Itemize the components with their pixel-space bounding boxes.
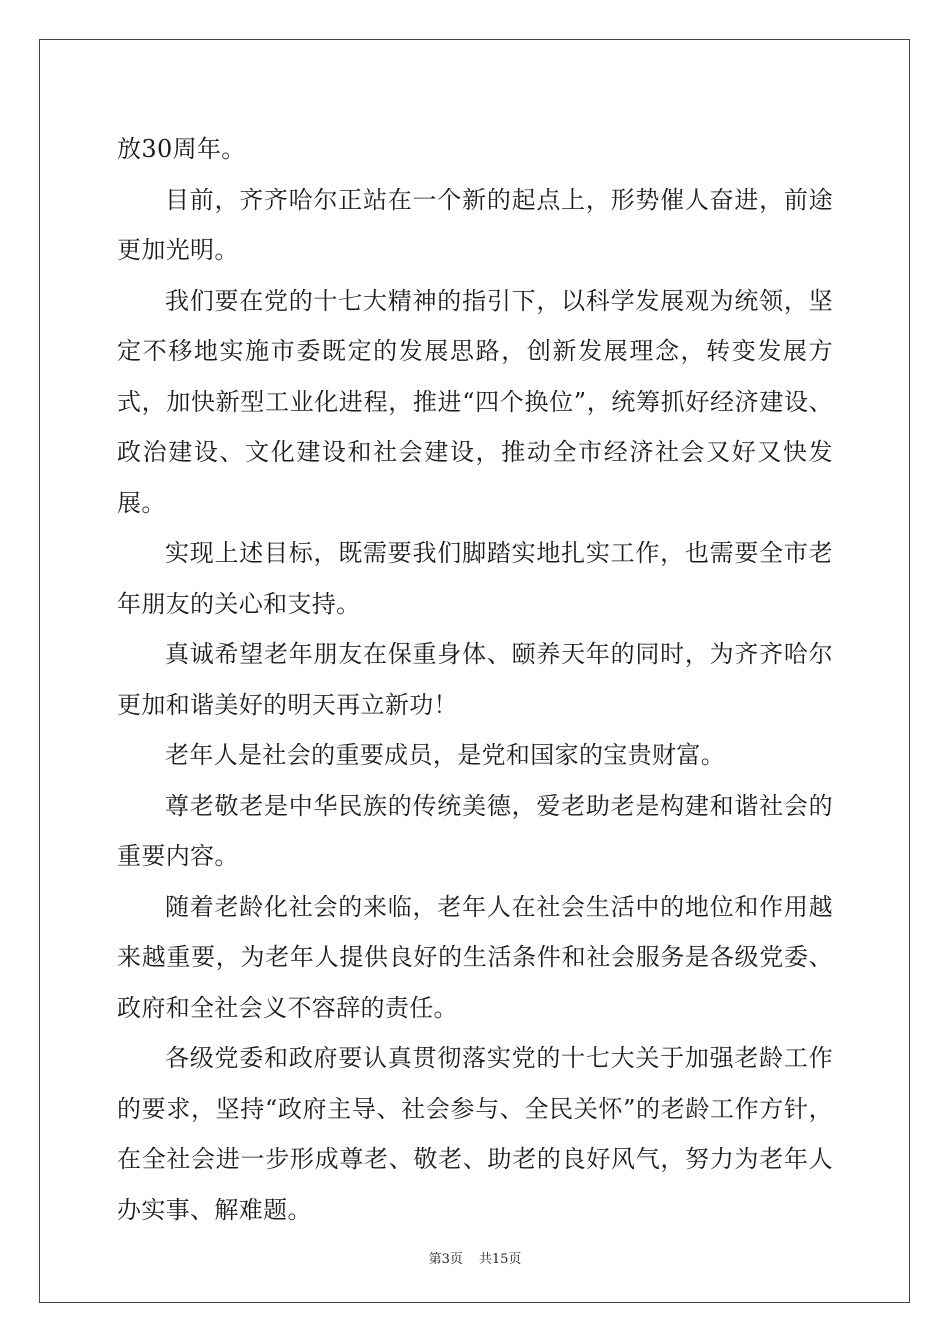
paragraph: 放30周年。: [117, 135, 246, 163]
paragraph: 随着老龄化社会的来临，老年人在社会生活中的地位和作用越来越重要，为老年人提供良好的生活条件和社会服务是各级党委、政府和全社会义不容辞的责任。: [117, 892, 833, 1022]
page-total: 共15页: [478, 1252, 522, 1267]
paragraph: 我们要在党的十七大精神的指引下，以科学发展观为统领，坚定不移地实施市委既定的发展思路，创新发展理念，转变发展方式，加快新型工业化进程，推进“四个换位”，统筹抓好经济建设、政治建设、文化建设和社会建设，推动全市经济社会又好又快发展。: [117, 286, 833, 517]
paragraph: 真诚希望老年朋友在保重身体、颐养天年的同时，为齐齐哈尔更加和谐美好的明天再立新功！: [117, 640, 833, 719]
paragraph: 老年人是社会的重要成员，是党和国家的宝贵财富。: [165, 741, 726, 769]
page-number: 第3页: [428, 1252, 463, 1267]
page-footer: [0, 1248, 950, 1267]
paragraph: 尊老敬老是中华民族的传统美德，爱老助老是构建和谐社会的重要内容。: [117, 791, 833, 870]
paragraph: 各级党委和政府要认真贯彻落实党的十七大关于加强老龄工作的要求，坚持“政府主导、社会参与、全民关怀”的老龄工作方针，在全社会进一步形成尊老、敬老、助老的良好风气，努力为老年人办实事、解难题。: [117, 1044, 833, 1224]
paragraph: 目前，齐齐哈尔正站在一个新的起点上，形势催人奋进，前途更加光明。: [117, 185, 833, 264]
paragraph: 实现上述目标，既需要我们脚踏实地扎实工作，也需要全市老年朋友的关心和支持。: [117, 539, 833, 618]
document-body: [117, 124, 833, 1235]
